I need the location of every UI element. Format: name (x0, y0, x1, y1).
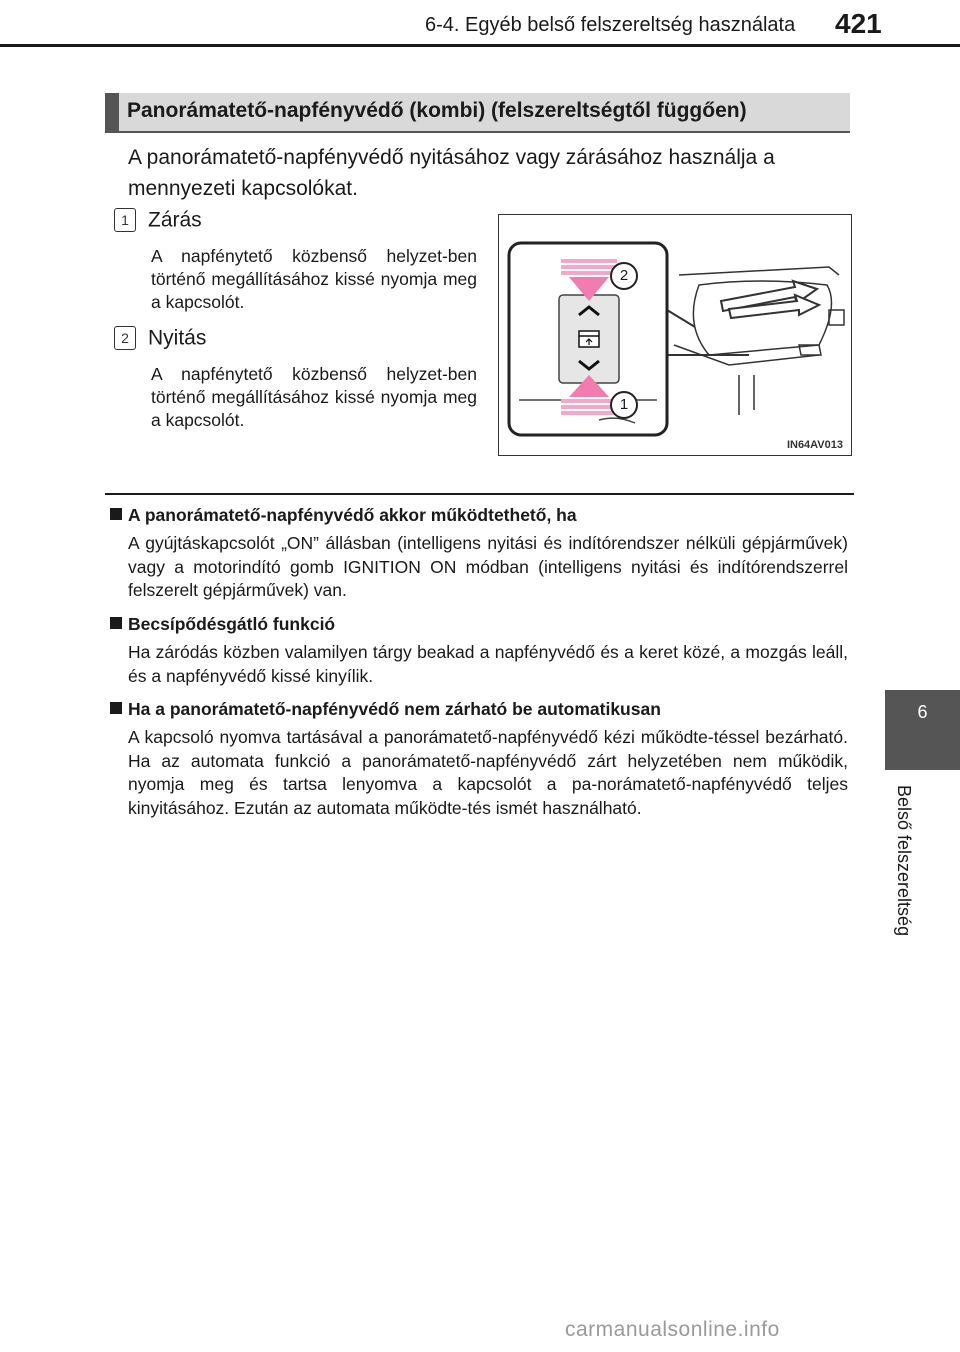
step-1 (114, 208, 202, 232)
double-arrow-icon (721, 281, 819, 318)
section-heading-stripe (105, 93, 119, 131)
chapter-tab[interactable] (885, 690, 960, 770)
step-1-label: Zárás (148, 208, 202, 232)
step-2 (114, 326, 206, 350)
callout-2: 2 (610, 262, 638, 290)
square-bullet-icon (110, 702, 122, 714)
note-1-heading: A panorámatető-napfényvédő akkor működtethető, ha (110, 505, 577, 526)
note-3-heading: Ha a panorámatető-napfényvédő nem zárható be automatikusan (110, 699, 661, 720)
sunshade-symbol-icon (579, 331, 599, 347)
header-title: 6-4. Egyéb belső felszereltség használata (425, 14, 796, 36)
square-bullet-icon (110, 508, 122, 520)
step-2-description: A napfénytető közbenső helyzet-ben történő megállításához kissé nyomja meg a kapcsolót. (151, 364, 477, 430)
callout-1: 1 (610, 391, 638, 419)
figure-code: IN64AV013 (786, 439, 843, 451)
section-intro: A panorámatető-napfényvédő nyitásához vagy zárásához használja a mennyezeti kapcsolókat. (128, 146, 775, 200)
step-1-number: 1 (114, 208, 136, 232)
page-number: 421 (835, 8, 882, 39)
roof-interior-sketch (674, 267, 844, 415)
overhead-switch-illustration (499, 215, 851, 455)
notes-divider (105, 493, 854, 495)
step-1-description: A napfénytető közbenső helyzet-ben történő megállításához kissé nyomja meg a kapcsolót. (151, 246, 477, 312)
section-heading-bar (105, 93, 850, 133)
note-1-body: A gyújtáskapcsolót „ON” állásban (intelligens nyitási és indítórendszer nélküli gépjárművek) vagy a motorindító gomb IGNITION ON módban (intelligens nyitási és indítórendszerrel felszerelt gépjárművek) van. (128, 533, 848, 600)
chapter-number: 6 (917, 702, 928, 722)
note-3-body: A kapcsoló nyomva tartásával a panorámatető-napfényvédő kézi működte-téssel bezárható. Ha az automata funkció a panorámatető-napfényvédő zárt helyzetében nem működik, nyomja meg és tartsa lenyomva a kapcsolót a pa-norámatető-napfényvédő teljes kinyitásához. Ezután az automata működte-tés ismét használható. (128, 727, 848, 818)
note-2-body: Ha záródás közben valamilyen tárgy beakad a napfényvédő és a keret közé, a mozgás leáll, és a napfényvédő kissé kinyílik. (128, 642, 848, 686)
watermark: carmanualsonline.info (565, 1318, 780, 1341)
step-2-label: Nyitás (148, 326, 207, 350)
section-title: Panorámatető-napfényvédő (kombi) (felszereltségtől függően) (127, 99, 747, 122)
chapter-label: Belső felszereltség (894, 785, 914, 937)
overhead-switch-figure (498, 214, 852, 456)
square-bullet-icon (110, 617, 122, 629)
header-rule (0, 44, 960, 47)
note-2-heading: Becsípődésgátló funkció (110, 614, 335, 635)
step-2-number: 2 (114, 326, 136, 350)
